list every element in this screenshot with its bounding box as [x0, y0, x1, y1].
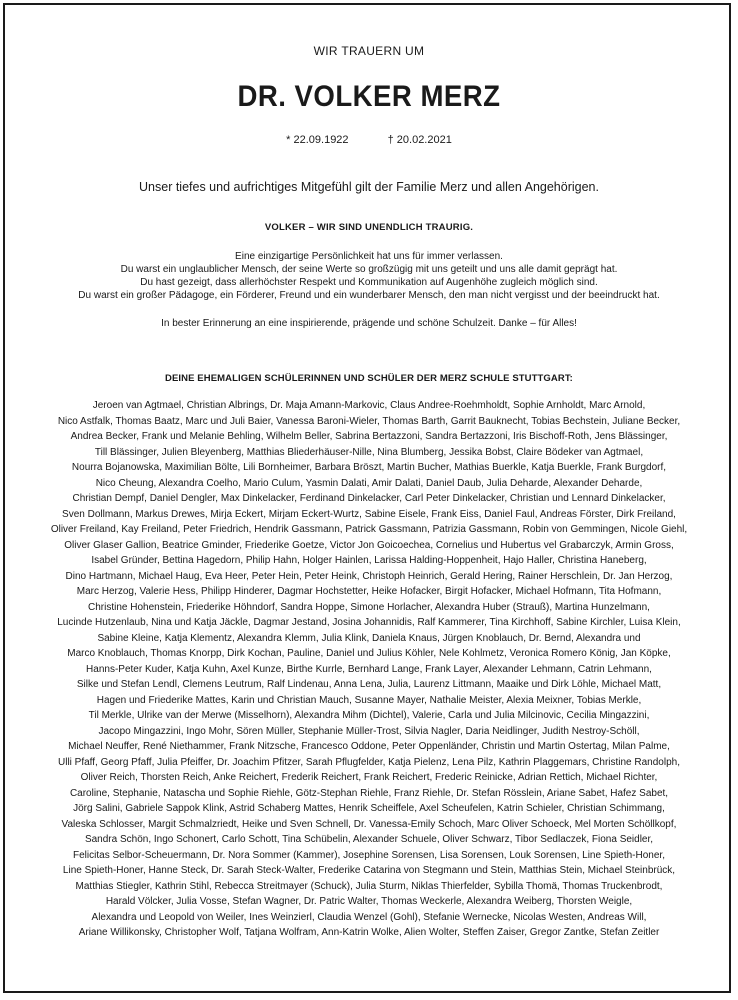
signatories-line: Silke und Stefan Lendl, Clemens Leutrum, Ralf Lindenau, Anna Lena, Julia, Laurenz Littmann, Maaike und Dirk Löhle, Michael Matt, [76, 679, 662, 690]
signatories-line: Matthias Stiegler, Kathrin Stihl, Rebecca Streitmayer (Schuck), Julia Sturm, Niklas Thierfelder, Sybilla Thomä, Thomas Truckenbrodt, [75, 880, 663, 892]
signatories-list [0, 398, 738, 941]
verse-block [0, 250, 738, 302]
condolence-text: Unser tiefes und aufrichtiges Mitgefühl gilt der Familie Merz und allen Angehörigen. [139, 180, 599, 194]
deceased-name: DR. VOLKER MERZ [237, 80, 501, 113]
signatories-line: Isabel Gründer, Bettina Hagedorn, Philip Hahn, Holger Hainlen, Larissa Halding-Hoppenheit, Hajo Haller, Christina Haneberg, [91, 555, 647, 566]
signatories-line: Till Blässinger, Julien Bleyenberg, Matthias Bliederhäuser-Nille, Nina Blumberg, Jessika Bobst, Claire Bödeker van Agtmael, [94, 446, 644, 458]
signatories-line: Til Merkle, Ulrike van der Merwe (Misselhorn), Alexandra Mihm (Dichtel), Valerie, Carla und Julia Milcinovic, Cecilia Mingazzini, [88, 710, 650, 721]
signatories-line: Andrea Becker, Frank und Melanie Behling, Wilhelm Beller, Sabrina Bertazzoni, Sandra Bertazzoni, Iris Bischoff-Roth, Jens Blässinger, [70, 431, 668, 442]
signatories-line: Line Spieth-Honer, Hanne Steck, Dr. Sarah Steck-Walter, Frederike Catarina von Stegmann und Stein, Matthias Stein, Michael Steinbrück, [62, 865, 676, 876]
signatories-line: Nourra Bojanowska, Maximilian Bölte, Lili Bornheimer, Barbara Bröszt, Martin Bucher, Mathias Buerkle, Katja Buerkle, Frank Burgdorf, [71, 462, 667, 473]
signatories-line: Michael Neuffer, René Niethammer, Frank Nitzsche, Francesco Oddone, Peter Oppenländer, Christin und Martin Ostertag, Milan Palme, [68, 741, 670, 752]
signatories-line: Christine Hohenstein, Friederike Höhndorf, Sandra Hoppe, Simone Horlacher, Alexandra Huber (Strauß), Martina Hunzelmann, [88, 601, 650, 613]
signatories-line: Jörg Salini, Gabriele Sappok Klink, Astrid Schaberg Mattes, Henrik Scheiffele, Axel Scheufelen, Katrin Schieler, Christian Schimmang, [73, 803, 665, 814]
header-text: WIR TRAUERN UM [313, 44, 425, 58]
signatories-line: Jacopo Mingazzini, Ingo Mohr, Sören Müller, Stephanie Müller-Trost, Silvia Nagler, Daria Neidlinger, Judith Nestroy-Schöll, [98, 725, 640, 737]
verse-line: Du hast gezeigt, dass allerhöchster Respekt und Kommunikation auf Augenhöhe zugleich möglich sind. [140, 277, 598, 288]
signatories-line: Felicitas Selbor-Scheuermann, Dr. Nora Sommer (Kammer), Josephine Sorensen, Lisa Sorensen, Louk Sorensen, Line Spieth-Honer, [73, 849, 665, 861]
signatories-heading: DEINE EHEMALIGEN SCHÜLERINNEN UND SCHÜLER DER MERZ SCHULE STUTTGART: [165, 373, 573, 384]
signatories-line: Marco Knoblauch, Thomas Knorpp, Dirk Kochan, Pauline, Daniel und Julius Köhler, Nele Kohlmetz, Veronica Romero König, Jan Köpke, [67, 648, 671, 659]
signatories-line: Alexandra und Leopold von Weiler, Ines Weinzierl, Claudia Wenzel (Gohl), Stefanie Wernecke, Nicolas Westen, Andreas Will, [91, 911, 647, 923]
closing-text: In bester Erinnerung an eine inspirierende, prägende und schöne Schulzeit. Danke – für Alles! [161, 318, 577, 329]
tagline: VOLKER – WIR SIND UNENDLICH TRAURIG. [264, 222, 474, 233]
signatories-line: Caroline, Stephanie, Natascha und Sophie Riehle, Götz-Stephan Riehle, Franz Riehle, Dr. Stefan Rösslein, Ariane Sabet, Hafez Sabet, [69, 787, 669, 799]
verse-line: Eine einzigartige Persönlichkeit hat uns für immer verlassen. [235, 251, 503, 262]
signatories-line: Nico Astfalk, Thomas Baatz, Marc und Juli Baier, Vanessa Baroni-Wieler, Thomas Barth, Garrit Bauknecht, Tobias Bechstein, Juliane Becker, [57, 415, 681, 427]
birth-date: * 22.09.1922 [286, 134, 349, 146]
signatories-line: Ulli Pfaff, Georg Pfaff, Julia Pfeiffer, Dr. Joachim Pfitzer, Sarah Pflugfelder, Katja Pielenz, Lena Pilz, Kathrin Plaggemars, Christine Randolph, [58, 756, 680, 768]
signatories-line: Lucinde Hutzenlaub, Nina und Katja Jäckle, Dagmar Jestand, Josina Johannidis, Ralf Kammerer, Tina Kirchhoff, Sabine Kirchler, Luisa Klein, [57, 617, 681, 628]
signatories-line: Christian Dempf, Daniel Dengler, Max Dinkelacker, Ferdinand Dinkelacker, Carl Peter Dinkelacker, Christian und Lennard Dinkelacker, [72, 493, 666, 504]
signatories-line: Sven Dollmann, Markus Drewes, Mirja Eckert, Mirjam Eckert-Wurtz, Sabine Eisele, Frank Eiss, Daniel Faul, Andreas Förster, Dirk Freiland, [62, 508, 676, 520]
signatories-line: Oliver Freiland, Kay Freiland, Peter Friedrich, Hendrik Gassmann, Patrick Gassmann, Patrizia Gassmann, Robin von Gemmingen, Nicole Giehl, [50, 524, 688, 535]
verse-line: Du warst ein großer Pädagoge, ein Förderer, Freund und ein wunderbarer Mensch, den man nicht vergisst und der beeindruckt hat. [78, 290, 660, 301]
signatories-line: Ariane Willikonsky, Christopher Wolf, Tatjana Wolfram, Ann-Katrin Wolke, Alien Wolter, Steffen Zaiser, Gregor Zantke, Stefan Zeitler [78, 927, 660, 938]
dates-line [0, 134, 738, 146]
signatories-line: Valeska Schlosser, Margit Schmalzriedt, Heike und Sven Schnell, Dr. Vanessa-Emily Schoch, Marc Oliver Schoeck, Mel Morten Schöllkopf, [61, 818, 677, 830]
signatories-line: Oliver Glaser Gallion, Beatrice Gminder, Friederike Goetze, Victor Jon Goicoechea, Cornelius und Hubertus vel Grabarczyk, Armin Gross, [64, 539, 674, 551]
signatories-line: Sandra Schön, Ingo Schonert, Carlo Schott, Tina Schübelin, Alexander Schuele, Oliver Schwarz, Tibor Sedlaczek, Fiona Seidler, [84, 834, 654, 845]
signatories-line: Harald Völcker, Julia Vosse, Stefan Wagner, Dr. Patric Walter, Thomas Weckerle, Alexandra Weiberg, Thorsten Weigle, [105, 896, 633, 907]
death-date: † 20.02.2021 [387, 134, 452, 146]
signatories-line: Sabine Kleine, Katja Klementz, Alexandra Klemm, Julia Klink, Daniela Knaus, Jürgen Knoblauch, Dr. Bernd, Alexandra und [97, 632, 641, 644]
signatories-line: Dino Hartmann, Michael Haug, Eva Heer, Peter Hein, Peter Heink, Christoph Heinrich, Gerald Hering, Rainer Herschlein, Dr. Jan Herzog, [65, 570, 673, 582]
verse-line: Du warst ein unglaublicher Mensch, der seine Werte so großzügig mit uns geteilt und uns alle damit geprägt hat. [120, 264, 618, 275]
signatories-line: Hanns-Peter Kuder, Katja Kuhn, Axel Kunze, Birthe Kurrle, Bernhard Lange, Frank Layer, Alexander Lehmann, Catrin Lehmann, [86, 663, 652, 675]
signatories-line: Jeroen van Agtmael, Christian Albrings, Dr. Maja Amann-Markovic, Claus Andree-Roehmholdt, Sophie Arnholdt, Marc Arnold, [92, 400, 646, 411]
signatories-line: Nico Cheung, Alexandra Coelho, Mario Culum, Yasmin Dalati, Amir Dalati, Daniel Daub, Julia Deharde, Alexander Deharde, [95, 477, 643, 489]
signatories-line: Hagen und Friederike Mattes, Karin und Christian Mauch, Susanne Mayer, Nathalie Meister, Alexia Meixner, Tobias Merkle, [96, 694, 642, 706]
signatories-line: Oliver Reich, Thorsten Reich, Anke Reichert, Frederik Reichert, Frank Reichert, Frederic Reinicke, Adrian Rettich, Michael Richter, [80, 772, 658, 783]
signatories-line: Marc Herzog, Valerie Hess, Philipp Hinderer, Dagmar Hochstetter, Heike Hofacker, Birgit Hofacker, Michael Hofmann, Tita Hofmann, [76, 586, 662, 597]
